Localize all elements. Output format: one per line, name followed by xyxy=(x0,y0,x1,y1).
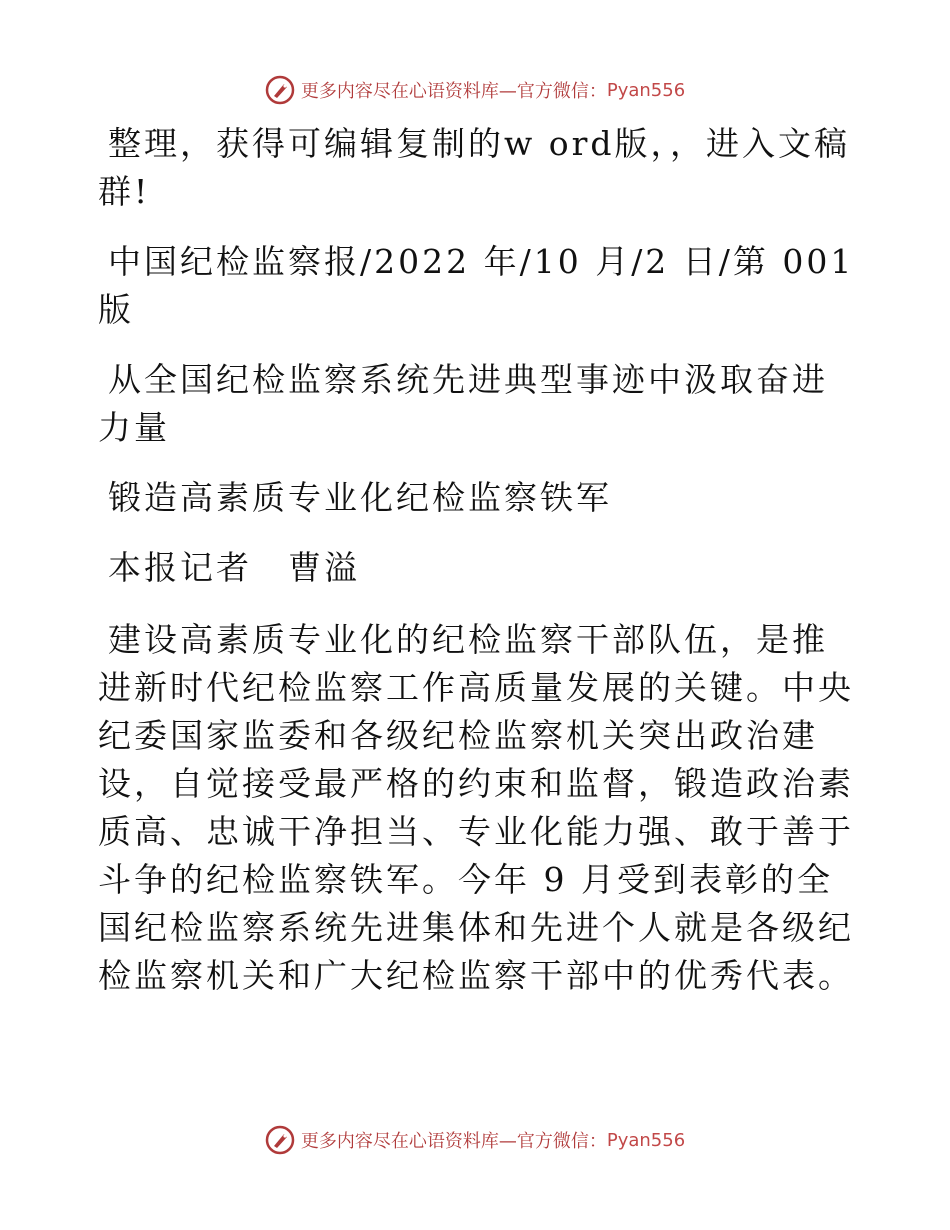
header-watermark xyxy=(0,70,950,110)
document-body xyxy=(98,120,858,1022)
notice-text: 整理，获得可编辑复制的w ord版，，进入文稿群! xyxy=(98,124,851,211)
watermark-text: 更多内容尽在心语资料库—官方微信： xyxy=(300,1131,607,1152)
headline: 从全国纪检监察系统先进典型事迹中汲取奋进力量 xyxy=(98,360,828,447)
byline: 本报记者 曹溢 xyxy=(108,548,360,587)
pen-nib-logo-icon xyxy=(265,1125,295,1155)
watermark-wechat-id: Pyan556 xyxy=(606,1129,686,1151)
watermark-text: 更多内容尽在心语资料库—官方微信： xyxy=(300,81,607,102)
watermark-wechat-id: Pyan556 xyxy=(606,79,686,101)
source-line: 中国纪检监察报/2022 年/10 月/2 日/第 001 版 xyxy=(98,242,855,329)
body-paragraph: 建设高素质专业化的纪检监察干部队伍，是推进新时代纪检监察工作高质量发展的关键。中央纪委国家监委和各级纪检监察机关突出政治建设，自觉接受最严格的约束和监督，锻造政治素质高、忠诚干净担当、专业化能力强、敢于善于斗争的纪检监察铁军。今年 9 月受到表彰的全国纪检监察系统先进集体和先进个人就是各级纪检监察机关和广大纪检监察干部中的优秀代表。 xyxy=(98,620,854,995)
footer-watermark xyxy=(0,1120,950,1160)
pen-nib-logo-icon xyxy=(265,75,295,105)
subheadline: 锻造高素质专业化纪检监察铁军 xyxy=(108,478,612,517)
